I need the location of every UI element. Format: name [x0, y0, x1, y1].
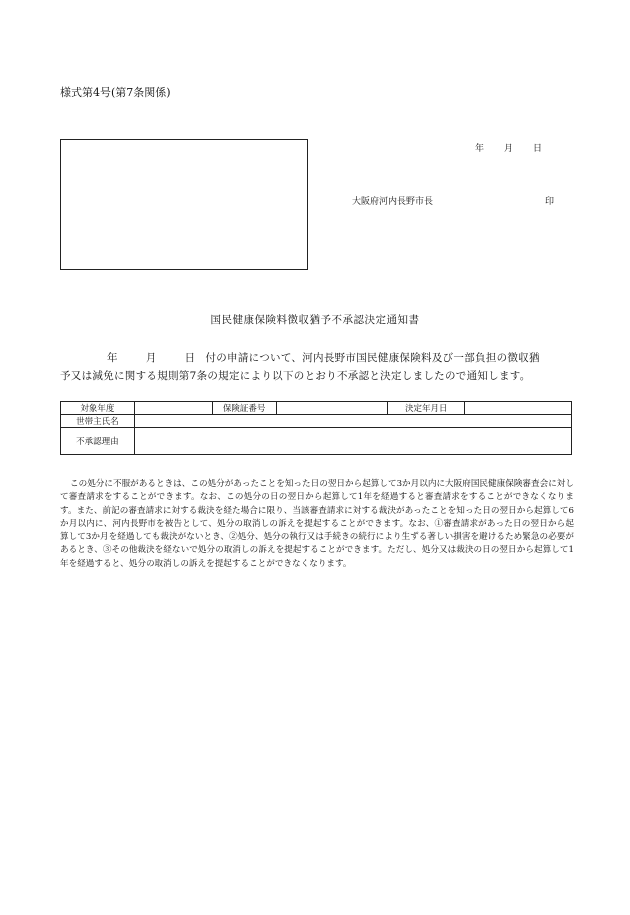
table-row: [61, 428, 572, 455]
intro-line-1: [107, 350, 540, 365]
intro-line-2: 予又は減免に関する規則第7条の規定により以下のとおり不承認と決定しましたので通知します。: [60, 370, 531, 382]
target-year-value: [134, 402, 212, 415]
intro-year: 年: [107, 352, 118, 364]
intro-day: 日: [184, 352, 196, 364]
decision-date-value: [465, 402, 572, 415]
householder-value: [134, 415, 571, 428]
householder-label: 世帯主氏名: [61, 415, 135, 428]
insurance-number-label: 保険証番号: [212, 402, 276, 415]
date-day: 日: [533, 144, 543, 154]
address-box: [60, 139, 308, 270]
issuer-name: 大阪府河内長野市長: [352, 197, 434, 207]
reason-label: 不承認理由: [61, 428, 135, 455]
document-title: 国民健康保険料徴収猶予不承認決定通知書: [210, 314, 420, 326]
form-number: 様式第4号(第7条関係): [60, 86, 171, 99]
table-row: [61, 415, 572, 428]
table-row: [61, 402, 572, 415]
decision-date-label: 決定年月日: [388, 402, 465, 415]
insurance-number-value: [276, 402, 388, 415]
date-month: 月: [504, 144, 514, 154]
intro-line-1-text: 付の申請について、河内長野市国民健康保険料及び一部負担の徴収猶: [205, 352, 540, 364]
info-table: [60, 401, 572, 455]
target-year-label: 対象年度: [61, 402, 135, 415]
reason-value: [134, 428, 571, 455]
date-year: 年: [475, 144, 485, 154]
appeal-notice: この処分に不服があるときは、この処分があったことを知った日の翌日から起算して3か月以内に大阪府国民健康保険審査会に対して審査請求をすることができます。なお、この処分の日の翌日から起算して1年を経過すると審査請求をすることができなくなります。また、前記の審査請求に対する裁決を経た場合に限り、当該審査請求に対する裁決があったことを知った日の翌日から起算して6か月以内に、河内長野市を被告として、処分の取消しの訴えを提起することができます。なお、①審査請求があった日の翌日から起算して3か月を経過しても裁決がないとき、②処分、処分の執行又は手続きの続行により生ずる著しい損害を避けるため緊急の必要があるとき、③その他裁決を経ないで処分の取消しの訴えを提起することができます。ただし、処分又は裁決の日の翌日から起算して1年を経過すると、処分の取消しの訴えを提起することができなくなります。: [60, 479, 574, 569]
seal-mark: 印: [545, 197, 555, 207]
intro-month: 月: [145, 352, 157, 364]
issue-date: [475, 141, 542, 154]
